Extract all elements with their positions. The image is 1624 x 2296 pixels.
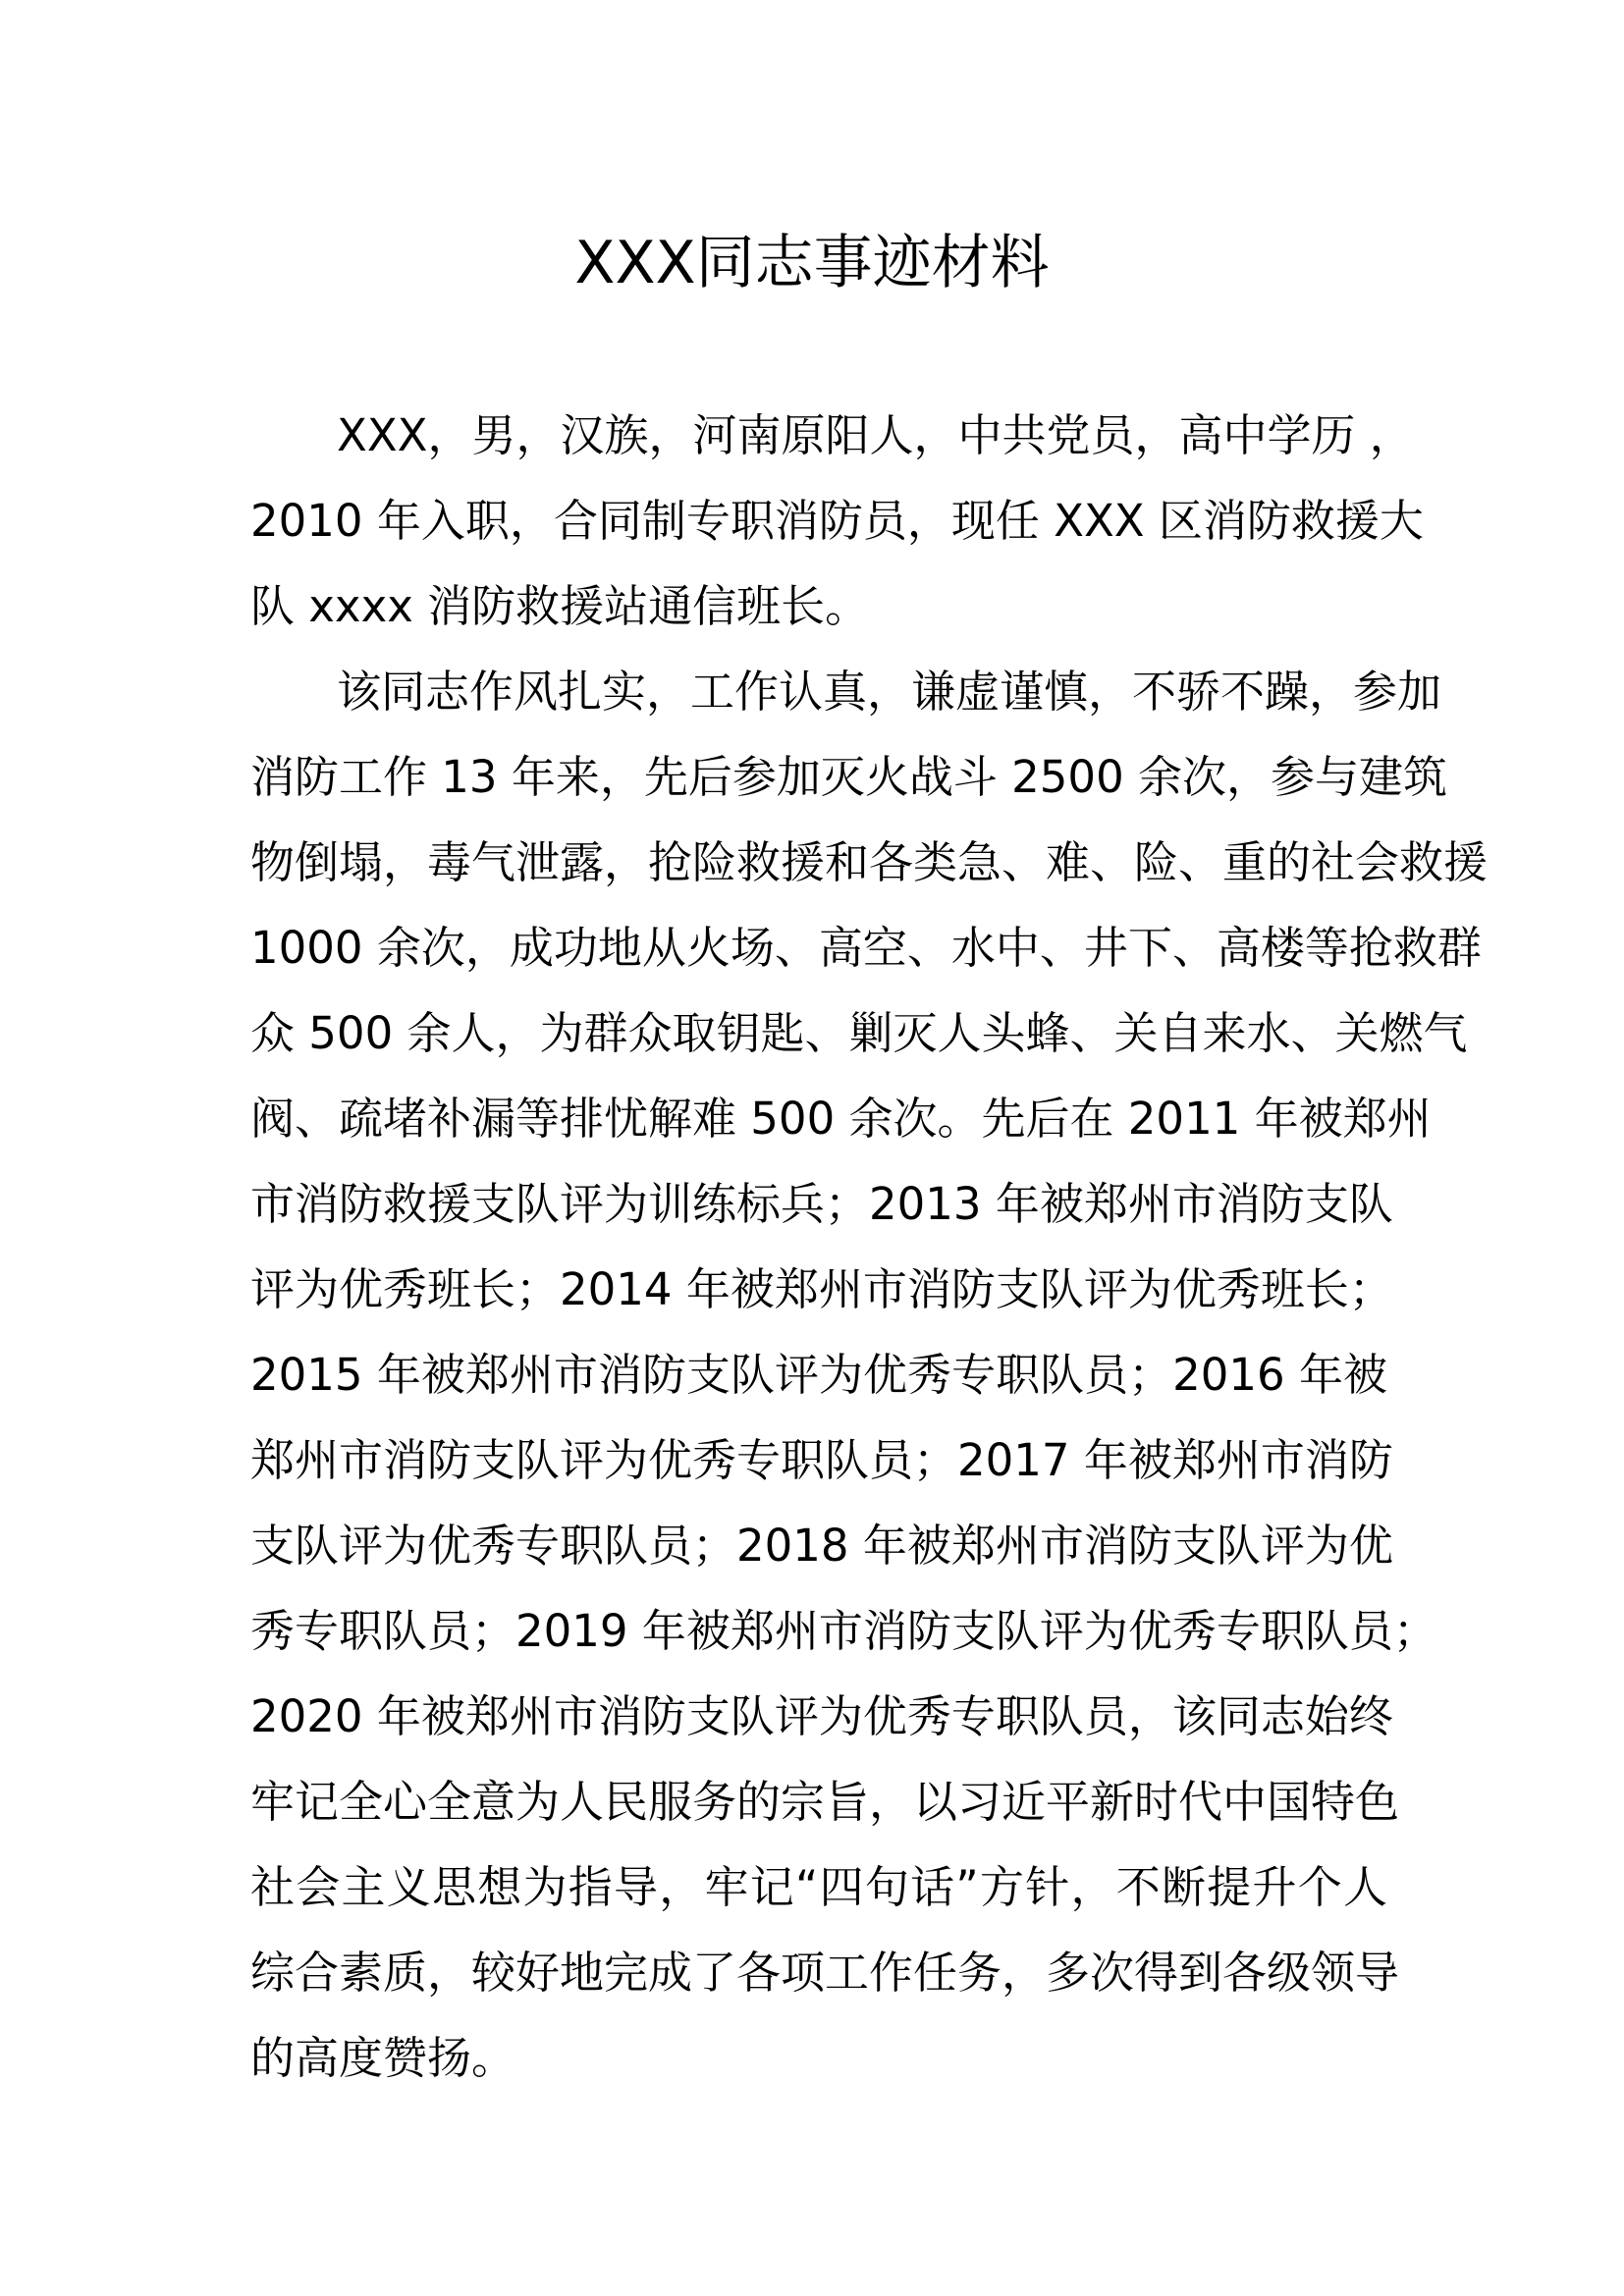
text-line: 阀、疏堵补漏等排忧解难 500 余次。先后在 2011 年被郑州 — [250, 1093, 1432, 1145]
text-line: 综合素质，较好地完成了各项工作任务，多次得到各级领导 — [250, 1947, 1400, 1999]
text-line: 牢记全心全意为人民服务的宗旨，以习近平新时代中国特色 — [250, 1776, 1400, 1828]
text-line: 秀专职队员；2019 年被郑州市消防支队评为优秀专职队员； — [250, 1605, 1437, 1657]
text-line: 众 500 余人，为群众取钥匙、剿灭人头蜂、关自来水、关燃气 — [250, 1007, 1468, 1059]
text-line: 物倒塌，毒气泄露，抢险救援和各类急、难、险、重的社会救援 — [250, 836, 1489, 888]
text-line: 市消防救援支队评为训练标兵；2013 年被郑州市消防支队 — [250, 1178, 1393, 1230]
text-line: 1000 余次，成功地从火场、高空、水中、井下、高楼等抢救群 — [250, 922, 1482, 974]
text-line: 消防工作 13 年来，先后参加灭火战斗 2500 余次，参与建筑 — [250, 751, 1448, 803]
text-line: 支队评为优秀专职队员；2018 年被郑州市消防支队评为优 — [250, 1520, 1393, 1572]
text-line: 的高度赞扬。 — [250, 2032, 516, 2084]
document-body — [250, 393, 1489, 2101]
text-line: 该同志作风扎实，工作认真，谦虚谨慎，不骄不躁，参加 — [337, 666, 1442, 718]
text-line: 郑州市消防支队评为优秀专职队员；2017 年被郑州市消防 — [250, 1434, 1393, 1486]
text-line: 社会主义思想为指导，牢记“四句话”方针，不断提升个人 — [250, 1861, 1387, 1913]
text-line: 评为优秀班长；2014 年被郑州市消防支队评为优秀班长； — [250, 1263, 1393, 1315]
text-line: 队 xxxx 消防救援站通信班长。 — [250, 580, 870, 632]
text-line: XXX，男，汉族，河南原阳人，中共党员，高中学历 ， — [337, 409, 1414, 461]
text-line: 2015 年被郑州市消防支队评为优秀专职队员；2016 年被 — [250, 1349, 1387, 1401]
text-line: 2010 年入职，合同制专职消防员，现任 XXX 区消防救援大 — [250, 495, 1424, 547]
paragraph-2 — [250, 649, 1489, 2101]
paragraph-1 — [250, 393, 1424, 649]
text-line: 2020 年被郑州市消防支队评为优秀专职队员，该同志始终 — [250, 1690, 1393, 1742]
document-title: XXX同志事迹材料 — [574, 229, 1050, 297]
